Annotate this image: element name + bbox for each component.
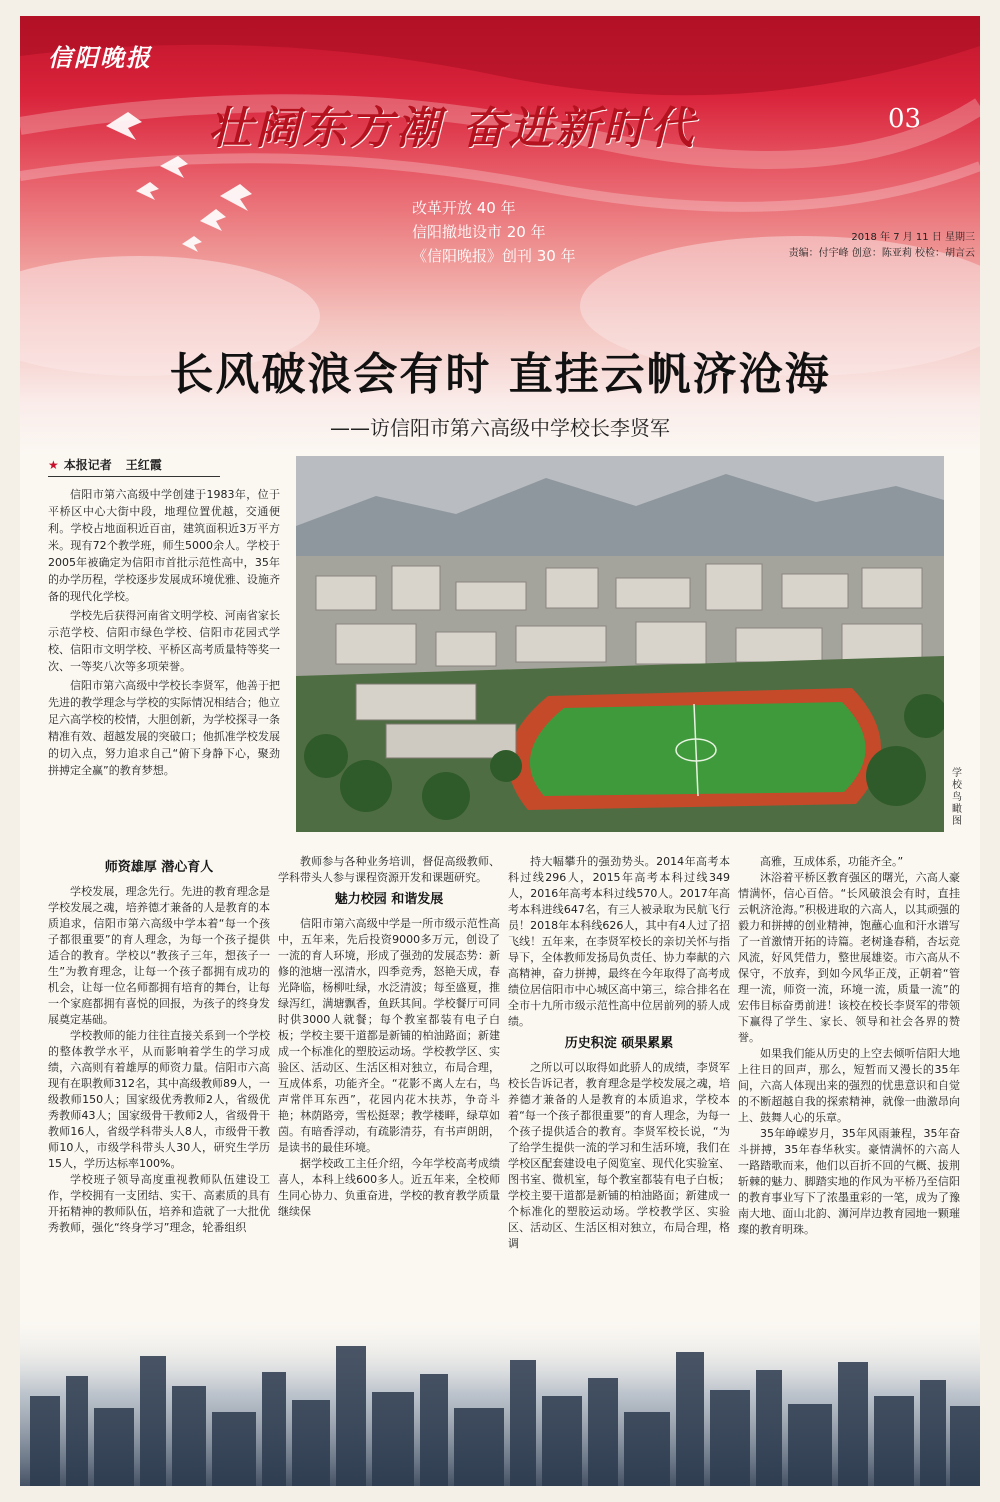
lead-column — [48, 486, 280, 781]
paragraph: 教师参与各种业务培训，督促高级教师、学科带头人参与课程资源开发和课题研究。 — [278, 855, 500, 884]
paragraph: 之所以可以取得如此骄人的成绩，李贤军校长告诉记者，教育理念是学校发展之魂，培养德才兼备的人是教育的本质追求，学校本着“每一个孩子都很重要”的育人理念，为每一个孩子提供适合的教育。李贤军校长说，“为了给学生提供一流的学习和生活环境，我们在学校区配套建设电子阅览室、现代化实验室、图书室、微机室，每个教室都装有电子白板；学校主要干道都是新铺的柏油路面；新建成一个标准化的塑胶运动场。学校教学区、实验区、活动区、生活区相对独立，布局合理，格调 — [508, 1061, 730, 1250]
section-heading: 师资雄厚 潜心育人 — [104, 860, 214, 875]
paragraph: 信阳市第六高级中学创建于1983年，位于平桥区中心大街中段，地理位置优越，交通便利。学校占地面积近百亩，建筑面积近3万平方米。现有72个教学班，师生5000余人。学校于2005年被确定为信阳市首批示范性高中，35年的办学历程，学校逐步发展成环境优雅、设施齐备的现代化学校。 — [48, 488, 280, 603]
paragraph: 学校先后获得河南省文明学校、河南省家长示范学校、信阳市绿色学校、信阳市花园式学校、信阳市文明学校、平桥区高考质量特等奖一次、一等奖八次等多项荣誉。 — [48, 609, 280, 673]
paragraph: 35年峥嵘岁月，35年风雨兼程，35年奋斗拼搏，35年春华秋实。豪情满怀的六高人一路踏歌而来，他们以百折不回的气概、拔荆斩棘的魅力、脚踏实地的作风为平桥乃至信阳的教育事业写下了浓墨重彩的一笔，成为了豫南大地、面山北韵、浉河岸边教育园地一颗璀璨的教育明珠。 — [738, 1127, 960, 1236]
article-subhead: ——访信阳市第六高级中学校长李贤军 — [330, 416, 670, 440]
paragraph: 据学校政工主任介绍，今年学校高考成绩喜人，本科上线600多人。近五年来，全校师生同心协力、负重奋进，学校的教育教学质量继续保 — [278, 1157, 500, 1218]
paragraph: 学校发展，理念先行。先进的教育理念是学校发展之魂，培养德才兼备的人是教育的本质追求，信阳市第六高级中学本着“每一个孩子都很重要”的育人理念，为每一个孩子提供适合的教育。学校以“教孩子三年，想孩子一生”为教育理念，让每一个孩子都拥有成功的机会，让每一位名师都拥有培育的舞台，让每一个家庭都拥有喜悦的回报，为孩子的终身发展奠定基础。 — [48, 885, 270, 1026]
article-column — [738, 854, 960, 1238]
anniversary-line: 改革开放 40 年 — [412, 199, 516, 217]
editor-credits: 责编：付宇峰 创意：陈亚莉 校检：胡言云 — [788, 248, 975, 259]
newspaper-brand: 信阳晚报 — [48, 43, 152, 72]
star-icon: ★ — [48, 458, 59, 472]
photo-caption: 学校鸟瞰图 — [952, 768, 962, 827]
anniversary-line: 信阳撤地设市 20 年 — [412, 223, 546, 241]
paragraph: 信阳市第六高级中学校长李贤军，他善于把先进的教学理念与学校的实际情况相结合；他立足六高学校的校情，大胆创新，为学校探寻一条精准有效、超越发展的突破口；他抓准学校发展的切入点，努力追求自己“俯下身静下心，聚劲拼搏定全赢”的教育梦想。 — [48, 679, 280, 777]
article-column — [48, 854, 270, 1236]
paragraph: 信阳市第六高级中学是一所市级示范性高中，五年来，先后投资9000多万元，创设了一流的育人环境，形成了强劲的发展态势：新修的池塘一泓清水，四季竞秀，怒艳天成，春光降临，杨柳吐绿，水泛清波；每至盛夏，推绿泻红，满塘飘香，鱼跃其间。学校餐厅可同时供3000人就餐；每个教室都装有电子白板；学校主要干道都是新铺的柏油路面；新建成一个标准化的塑胶运动场。学校教学区、实验区、活动区、生活区相对独立，布局合理，互成体系，功能齐全。“花影不离人左右，鸟声常伴耳东西”，花园内花木扶苏，争奇斗艳；林荫路旁，雪松挺翠；教学楼畔，绿草如茵。有暗香浮动，有疏影清芬，有书声朗朗，是读书的最佳环境。 — [278, 917, 500, 1154]
campus-aerial-photo — [296, 456, 944, 832]
paragraph: 持大幅攀升的强劲势头。2014年高考本科过线296人，2015年高考本科过线349人，2016年高考本科过线570人。2017年高考本科进线647名，有三人被录取为民航飞行员！2018年本科线626人，其中有4人过了招飞线！五年来，在李贤军校长的亲切关怀与指导下，全体教师发扬局负责任、协力奉献的六高精神，奋力拼搏，最终在今年取得了高考成绩位居信阳市中心城区高中第三，综合排名在全市十九所市级示范性高中位居前列的骄人成绩。 — [508, 855, 730, 1028]
photo-illustration — [296, 456, 944, 832]
article-column — [508, 854, 730, 1252]
paragraph: 如果我们能从历史的上空去倾听信阳大地上往日的回声，那么，短暂而又漫长的35年间，六高人体现出来的强烈的忧患意识和自觉的不断超越自我的探索精神，就像一曲激昂向上、鼓舞人心的乐章。 — [738, 1047, 960, 1124]
article-headline: 长风破浪会有时 直挂云帆济沧海 — [169, 349, 831, 400]
reporter-name: 王红霞 — [125, 458, 162, 472]
newspaper-page — [20, 16, 980, 1486]
page-number: 03 — [888, 104, 922, 134]
page-slogan: 壮阔东方潮 奋进新时代 — [208, 103, 697, 154]
section-heading: 魅力校园 和谐发展 — [334, 892, 444, 907]
issue-date: 2018 年 7 月 11 日 星期三 — [851, 232, 975, 243]
paragraph: 学校班子领导高度重视教师队伍建设工作，学校拥有一支团结、实干、高素质的具有开拓精神的教师队伍，培养和造就了一大批优秀教师，强化“终身学习”理念，轮番组织 — [48, 1173, 270, 1234]
paragraph: 高雅，互成体系，功能齐全。” — [760, 855, 904, 868]
anniversary-line: 《信阳晚报》创刊 30 年 — [412, 247, 576, 265]
paragraph: 学校教师的能力往往直接关系到一个学校的整体教学水平，从而影响着学生的学习成绩，六高则有着雄厚的师资力量。信阳市六高现有在职教师312名，其中高级教师89人，一级教师150人；国家级优秀教师2人，省级优秀教师43人；国家级骨干教师2人，省级骨干教师16人，省级学科带头人8人，市级骨干教师10人，市级学科带头人30人，研究生学历15人，学历达标率100%。 — [48, 1029, 270, 1170]
reporter-label: 本报记者 — [63, 458, 112, 472]
section-heading: 历史积淀 硕果累累 — [564, 1036, 674, 1051]
city-skyline-artwork — [20, 1316, 980, 1486]
dateline — [760, 230, 975, 262]
paragraph: 沐浴着平桥区教育强区的曙光，六高人豪情满怀，信心百倍。“长风破浪会有时，直挂云帆济沧海。”积极进取的六高人，以其顽强的毅力和拼搏的创业精神，饱蘸心血和汗水谱写了一首激情开拓的诗篇。老树逢春稍，杏坛竞风流，好风凭借力，整世展雄姿。市六高从不保守，不放弃，到如今风华正茂，正朝着“管理一流，师资一流，环境一流，质量一流”的宏伟目标奋勇前进！该校在校长李贤军的带领下赢得了学生、家长、领导和社会各界的赞誉。 — [738, 871, 960, 1044]
article-column — [278, 854, 500, 1220]
reporter-byline — [48, 456, 220, 477]
anniversary-list — [412, 196, 576, 268]
